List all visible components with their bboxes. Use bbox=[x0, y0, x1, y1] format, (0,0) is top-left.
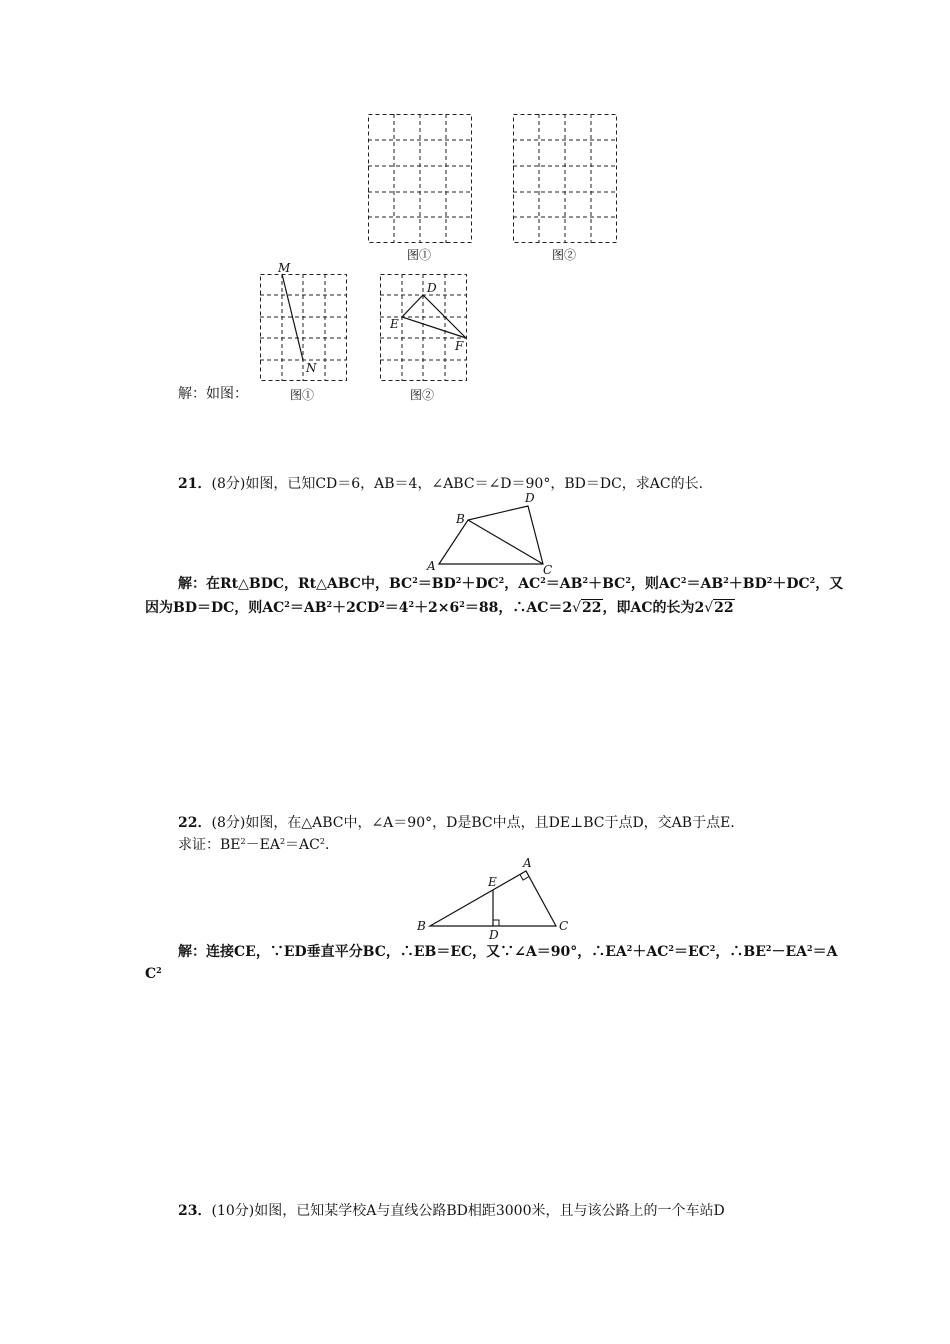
exponent: 2 bbox=[807, 943, 813, 953]
label-f: F bbox=[455, 339, 464, 353]
sqrt-22 bbox=[572, 597, 602, 619]
exponent: 2 bbox=[459, 599, 465, 609]
question-21-figure bbox=[425, 488, 560, 574]
right-angle-mark-d bbox=[493, 920, 499, 926]
sol-text: C bbox=[145, 966, 157, 982]
label-c: C bbox=[543, 563, 553, 574]
exponent: 2 bbox=[240, 837, 246, 846]
sol-text: ，即AC的长为2 bbox=[602, 600, 705, 616]
sol-text: ＋2×6 bbox=[414, 600, 460, 616]
sol-text: ，∴BE bbox=[715, 944, 766, 960]
sol-text: ＝AB bbox=[289, 600, 327, 616]
sol-text: ＋AC bbox=[632, 944, 669, 960]
question-21-solution-line-2 bbox=[145, 597, 735, 619]
sol-text: ＝88，∴AC＝2 bbox=[464, 600, 573, 616]
sol-text: 因为BD＝DC，则AC bbox=[145, 600, 285, 616]
label-a: A bbox=[427, 559, 436, 573]
solution-figure-2-caption: 图② bbox=[410, 388, 435, 402]
label-c: C bbox=[559, 919, 569, 933]
sol-text: ＝BD bbox=[417, 576, 456, 592]
question-22-solution-line-2 bbox=[145, 963, 162, 985]
sol-text: ＝4 bbox=[384, 600, 409, 616]
label-a: A bbox=[523, 856, 532, 870]
exponent: 2 bbox=[379, 599, 385, 609]
exponent: 2 bbox=[279, 837, 286, 846]
exponent: 2 bbox=[455, 575, 462, 585]
exponent: 2 bbox=[709, 943, 716, 953]
exponent: 2 bbox=[723, 575, 729, 585]
exponent: 2 bbox=[625, 575, 631, 585]
label-d: D bbox=[489, 928, 499, 940]
sol-text: ，又 bbox=[815, 576, 844, 592]
exponent: 2 bbox=[408, 599, 415, 609]
sol-text: ＋BD bbox=[728, 576, 767, 592]
exponent: 2 bbox=[809, 575, 816, 585]
label-b: B bbox=[456, 512, 465, 526]
sol-text: 解：连接CE，∵ED垂直平分BC，∴EB＝EC，又∵∠A＝90°，∴EA bbox=[178, 944, 627, 960]
empty-grid-figure-2 bbox=[513, 114, 617, 244]
sol-text: ＋DC bbox=[772, 576, 810, 592]
question-22-number: 22． bbox=[178, 815, 212, 831]
question-21-text: (8分)如图，已知CD＝6，AB＝4，∠ABC＝∠D＝90°，BD＝DC，求AC的长. bbox=[211, 476, 704, 492]
sol-text: －EA bbox=[771, 944, 808, 960]
question-22-text: (8分)如图，在△ABC中，∠A＝90°，D是BC中点，且DE⊥BC于点D，交AB于点E. bbox=[211, 815, 735, 831]
radical-sign-icon: √ bbox=[572, 600, 582, 616]
exponent: 2 bbox=[680, 575, 687, 585]
solution-figure-1-caption: 图① bbox=[290, 388, 315, 402]
sol-text: ＋DC bbox=[461, 576, 499, 592]
exponent: 2 bbox=[498, 575, 505, 585]
prove-text: －EA bbox=[245, 837, 280, 853]
label-b: B bbox=[417, 919, 426, 933]
exponent: 2 bbox=[626, 943, 633, 953]
exponent: 2 bbox=[319, 837, 325, 846]
question-21-solution-line-1 bbox=[178, 573, 843, 595]
solution-20-prefix: 解：如图： bbox=[178, 386, 248, 402]
figure-1-caption: 图① bbox=[407, 248, 432, 262]
radical-sign-icon: √ bbox=[704, 600, 714, 616]
question-22 bbox=[178, 812, 735, 834]
exponent: 2 bbox=[668, 943, 674, 953]
prove-text: . bbox=[324, 837, 330, 853]
exponent: 2 bbox=[156, 965, 162, 975]
label-d: D bbox=[525, 491, 535, 505]
label-d: D bbox=[427, 281, 437, 295]
question-23 bbox=[178, 1200, 725, 1222]
sol-text: ，则AC bbox=[630, 576, 681, 592]
label-e: E bbox=[390, 317, 399, 331]
figure-2-caption: 图② bbox=[552, 248, 577, 262]
question-23-number: 23． bbox=[178, 1203, 212, 1219]
sol-text: ＋2CD bbox=[332, 600, 380, 616]
sol-text: ＝AB bbox=[686, 576, 724, 592]
question-22-solution-line-1 bbox=[178, 941, 837, 963]
sol-text: ＝A bbox=[812, 944, 838, 960]
sol-text: ＋BC bbox=[588, 576, 626, 592]
exponent: 2 bbox=[412, 575, 418, 585]
exponent: 2 bbox=[766, 575, 773, 585]
sol-text: ＝EC bbox=[673, 944, 710, 960]
radicand: 22 bbox=[714, 600, 734, 616]
question-21-number: 21． bbox=[178, 476, 212, 492]
question-23-text: (10分)如图，已知某学校A与直线公路BD相距3000米，且与该公路上的一个车站D bbox=[211, 1203, 725, 1219]
empty-grid-figure-1 bbox=[368, 114, 472, 244]
label-n: N bbox=[306, 361, 317, 375]
exponent: 2 bbox=[326, 599, 333, 609]
prove-text: 求证：BE bbox=[178, 837, 241, 853]
exponent: 2 bbox=[284, 599, 290, 609]
diagonal-bc bbox=[468, 520, 543, 564]
solution-grid-figure-2 bbox=[378, 272, 470, 384]
right-angle-mark-a bbox=[520, 875, 529, 881]
question-22-figure bbox=[410, 852, 575, 940]
prove-text: ＝AC bbox=[285, 837, 320, 853]
segment-mn bbox=[282, 274, 303, 360]
sol-text: ，AC bbox=[504, 576, 541, 592]
sol-text: 解：在Rt△BDC，Rt△ABC中，BC bbox=[178, 576, 413, 592]
question-22-prove bbox=[178, 834, 329, 856]
exponent: 2 bbox=[540, 575, 546, 585]
radicand: 22 bbox=[582, 600, 602, 616]
exponent: 2 bbox=[582, 575, 589, 585]
exponent: 2 bbox=[765, 943, 772, 953]
sqrt-22 bbox=[704, 597, 734, 619]
solution-grid-figure-1 bbox=[258, 262, 350, 384]
label-m: M bbox=[278, 262, 291, 275]
sol-text: ＝AB bbox=[545, 576, 583, 592]
label-e: E bbox=[488, 875, 497, 889]
